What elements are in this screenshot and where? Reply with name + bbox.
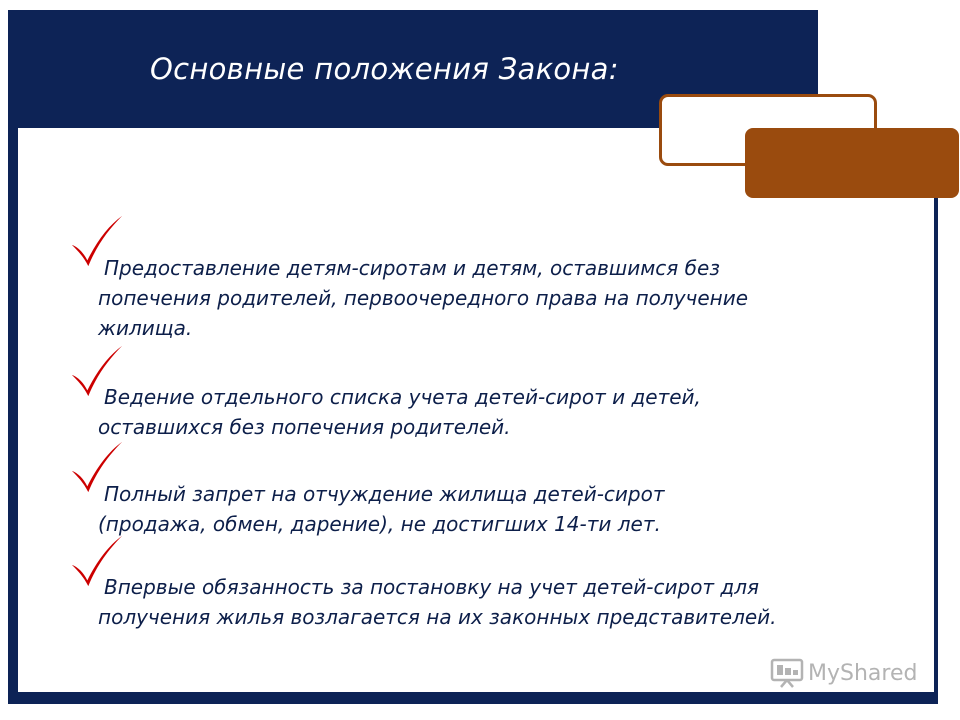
slide-title: Основные положения Закона: bbox=[150, 52, 619, 86]
decorative-filled-box bbox=[745, 128, 959, 198]
watermark-text: MyShared bbox=[808, 660, 918, 686]
list-item-text: Предоставление детям-сиротам и детям, оставшимся без попечения родителей, первоочередного права на получение жилища. bbox=[98, 256, 749, 340]
list-item-text: Полный запрет на отчуждение жилища детей-сирот (продажа, обмен, дарение), не достигших 14-ти лет. bbox=[98, 482, 665, 536]
watermark bbox=[770, 656, 917, 690]
list-item-text: Впервые обязанность за постановку на учет детей-сирот для получения жилья возлагается на их законных представителей. bbox=[98, 575, 777, 629]
presentation-board-icon bbox=[770, 658, 804, 688]
list-item-text: Ведение отдельного списка учета детей-сирот и детей, оставшихся без попечения родителей. bbox=[98, 385, 701, 439]
